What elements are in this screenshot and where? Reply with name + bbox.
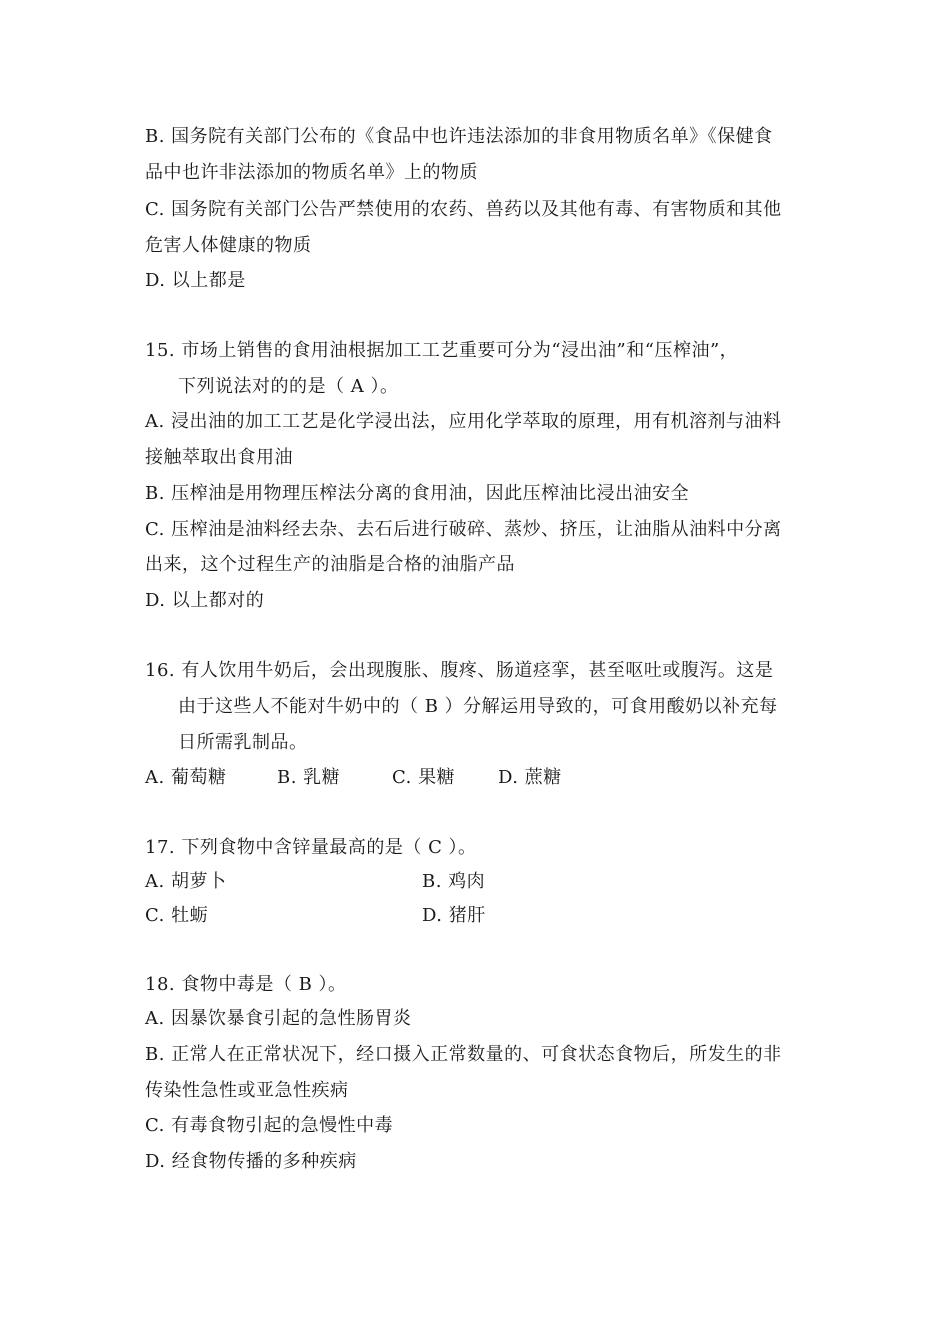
q18-option-d: D. 经食物传播的多种疾病 [145, 1151, 357, 1172]
q17-option-a: A. 胡萝卜 [145, 871, 227, 892]
q17-option-d: D. 猪肝 [422, 905, 486, 926]
q16-option-c: C. 果糖 [392, 767, 456, 788]
q17-option-b: B. 鸡肉 [422, 871, 486, 892]
q16-options-row [145, 765, 825, 791]
q14-option-d: D. 以上都是 [145, 270, 246, 291]
q15-option-d: D. 以上都对的 [145, 590, 265, 611]
q15-option-c-line1: C. 压榨油是油料经去杂、去石后进行破碎、蒸炒、挤压，让油脂从油料中分离 [145, 519, 782, 540]
q18-stem: 18. 食物中毒是（ B ）。 [145, 974, 347, 995]
q15-option-a-line1: A. 浸出油的加工工艺是化学浸出法，应用化学萃取的原理，用有机溶剂与油料 [145, 411, 782, 432]
q17-options-row2 [145, 903, 825, 929]
q16-option-a: A. 葡萄糖 [145, 767, 227, 788]
q17-options-row1 [145, 869, 825, 895]
q15-stem-line2: 下列说法对的的是（ A ）。 [178, 376, 399, 397]
q15-option-b: B. 压榨油是用物理压榨法分离的食用油，因此压榨油比浸出油安全 [145, 483, 690, 504]
q18-option-b-line1: B. 正常人在正常状况下，经口摄入正常数量的、可食状态食物后，所发生的非 [145, 1044, 782, 1065]
q18-option-b-line2: 传染性急性或亚急性疾病 [145, 1080, 349, 1101]
q16-stem-line3: 日所需乳制品。 [178, 732, 308, 753]
q14-option-b-line2: 品中也许非法添加的物质名单》上的物质 [145, 162, 478, 183]
q16-option-b: B. 乳糖 [277, 767, 341, 788]
q14-option-c-line1: C. 国务院有关部门公告严禁使用的农药、兽药以及其他有毒、有害物质和其他 [145, 199, 782, 220]
q17-stem: 17. 下列食物中含锌量最高的是（ C ）。 [145, 837, 477, 858]
q16-stem-line2: 由于这些人不能对牛奶中的（ B ）分解运用导致的，可食用酸奶以补充每 [178, 696, 778, 717]
q15-option-c-line2: 出来，这个过程生产的油脂是合格的油脂产品 [145, 554, 515, 575]
q14-option-c-line2: 危害人体健康的物质 [145, 235, 312, 256]
q16-stem-line1: 16. 有人饮用牛奶后，会出现腹胀、腹疼、肠道痉挛，甚至呕吐或腹泻。这是 [145, 660, 774, 681]
q16-option-d: D. 蔗糖 [498, 767, 562, 788]
q14-option-b-line1: B. 国务院有关部门公布的《食品中也许违法添加的非食用物质名单》《保健食 [145, 126, 773, 147]
q18-option-c: C. 有毒食物引起的急慢性中毒 [145, 1115, 394, 1136]
q15-stem-line1: 15. 市场上销售的食用油根据加工工艺重要可分为“浸出油”和“压榨油”， [145, 340, 739, 361]
q15-option-a-line2: 接触萃取出食用油 [145, 447, 293, 468]
q18-option-a: A. 因暴饮暴食引起的急性肠胃炎 [145, 1008, 412, 1029]
q17-option-c: C. 牡蛎 [145, 905, 209, 926]
